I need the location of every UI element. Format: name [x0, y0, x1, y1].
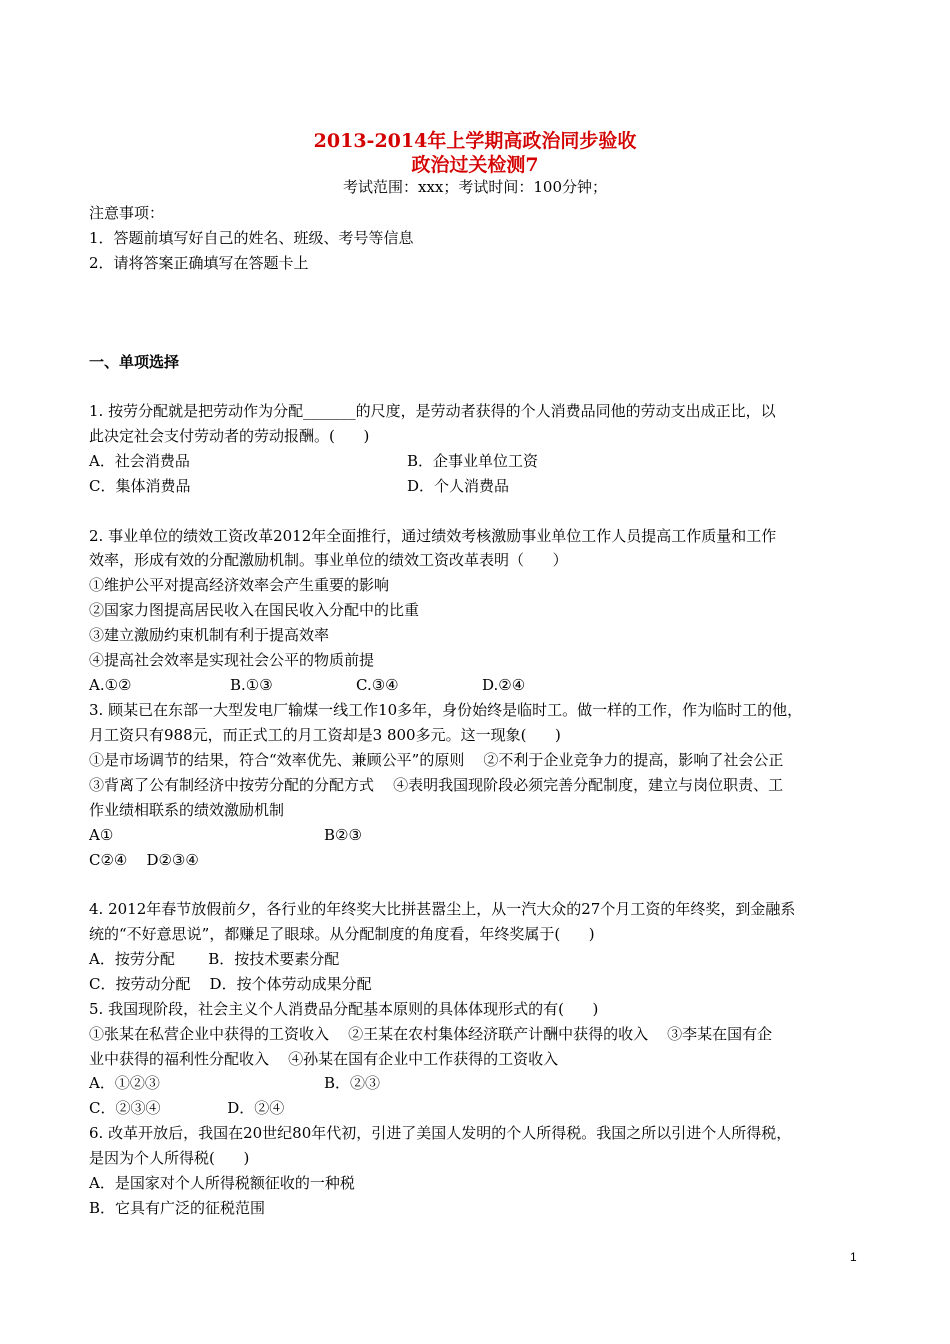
q2-statement-1: ①维护公平对提高经济效率会产生重要的影响 — [89, 576, 390, 594]
q2-option-c: C.③④ — [356, 676, 399, 694]
q1-option-a: A．社会消费品 — [89, 452, 190, 470]
document-title: 2013-2014年上学期高政治同步验收 — [313, 130, 637, 152]
q6-stem-line2: 是因为个人所得税( ) — [89, 1149, 250, 1167]
q3-stem-line2: 月工资只有988元，而正式工的月工资却是3 800多元。这一现象( ) — [89, 726, 561, 744]
q2-stem-line2: 效率，形成有效的分配激励机制。事业单位的绩效工资改革表明（ ） — [89, 551, 568, 569]
q3-option-cd: C②④ D②③④ — [89, 851, 199, 869]
q5-option-cd: C．②③④ D．②④ — [89, 1099, 285, 1117]
q3-stem-line1: 3. 顾某已在东部一大型发电厂输煤一线工作10多年，身份始终是临时工。做一样的工作，作为临时工的他， — [89, 701, 803, 719]
document-subtitle: 政治过关检测7 — [411, 154, 539, 176]
q2-statement-2: ②国家力图提高居民收入在国民收入分配中的比重 — [89, 601, 420, 619]
q5-option-a: A．①②③ — [89, 1074, 160, 1092]
exam-info: 考试范围：xxx；考试时间：100分钟； — [342, 178, 607, 196]
q6-stem-line1: 6. 改革开放后，我国在20世纪80年代初，引进了美国人发明的个人所得税。我国之所以引进个人所得税， — [89, 1124, 792, 1142]
q5-option-b: B．②③ — [324, 1074, 381, 1092]
q1-option-d: D．个人消费品 — [407, 477, 510, 495]
note-item-1: 1．答题前填写好自己的姓名、班级、考号等信息 — [89, 229, 414, 247]
q5-statement-2: 业中获得的福利性分配收入 ④孙某在国有企业中工作获得的工资收入 — [89, 1050, 559, 1068]
page-number: 1 — [850, 1250, 857, 1264]
q1-option-c: C．集体消费品 — [89, 477, 191, 495]
q2-stem-line1: 2. 事业单位的绩效工资改革2012年全面推行，通过绩效考核激励事业单位工作人员提高工作质量和工作 — [89, 527, 777, 545]
q4-stem-line1: 4. 2012年春节放假前夕，各行业的年终奖大比拼甚嚣尘上，从一汽大众的27个月工资的年终奖，到金融系 — [89, 900, 796, 918]
q4-stem-line2: 统的“不好意思说”，都赚足了眼球。从分配制度的角度看，年终奖属于( ) — [89, 925, 595, 943]
notes-heading: 注意事项： — [89, 204, 165, 222]
q3-statement-3: 作业绩相联系的绩效激励机制 — [89, 801, 285, 819]
q6-option-a: A．是国家对个人所得税额征收的一种税 — [89, 1174, 355, 1192]
note-item-2: 2．请将答案正确填写在答题卡上 — [89, 254, 309, 272]
q2-option-b: B.①③ — [230, 676, 273, 694]
q4-option-cd: C．按劳动分配 D．按个体劳动成果分配 — [89, 975, 372, 993]
q3-option-a: A① — [89, 826, 114, 844]
q1-option-b: B．企事业单位工资 — [407, 452, 539, 470]
q5-stem: 5. 我国现阶段，社会主义个人消费品分配基本原则的具体体现形式的有( ) — [89, 1000, 599, 1018]
q4-option-ab: A．按劳分配 B．按技术要素分配 — [89, 950, 340, 968]
q3-statement-1: ①是市场调节的结果，符合“效率优先、兼顾公平”的原则 ②不利于企业竞争力的提高，影响了社会公正 — [89, 751, 784, 769]
q3-statement-2: ③背离了公有制经济中按劳分配的分配方式 ④表明我国现阶段必须完善分配制度，建立与岗位职责、工 — [89, 776, 784, 794]
q6-option-b: B．它具有广泛的征税范围 — [89, 1199, 266, 1217]
q3-option-b: B②③ — [324, 826, 362, 844]
q5-statement-1: ①张某在私营企业中获得的工资收入 ②王某在农村集体经济联产计酬中获得的收入 ③李某在国有企 — [89, 1025, 773, 1043]
q1-stem-line2: 此决定社会支付劳动者的劳动报酬。( ) — [89, 427, 370, 445]
q2-option-d: D.②④ — [482, 676, 526, 694]
section-heading: 一、单项选择 — [89, 353, 180, 371]
q2-statement-3: ③建立激励约束机制有利于提高效率 — [89, 626, 330, 644]
q2-statement-4: ④提高社会效率是实现社会公平的物质前提 — [89, 651, 375, 669]
q2-option-a: A.①② — [89, 676, 132, 694]
q1-stem-line1: 1. 按劳分配就是把劳动作为分配_______的尺度，是劳动者获得的个人消费品同他的劳动支出成正比，以 — [89, 402, 776, 420]
